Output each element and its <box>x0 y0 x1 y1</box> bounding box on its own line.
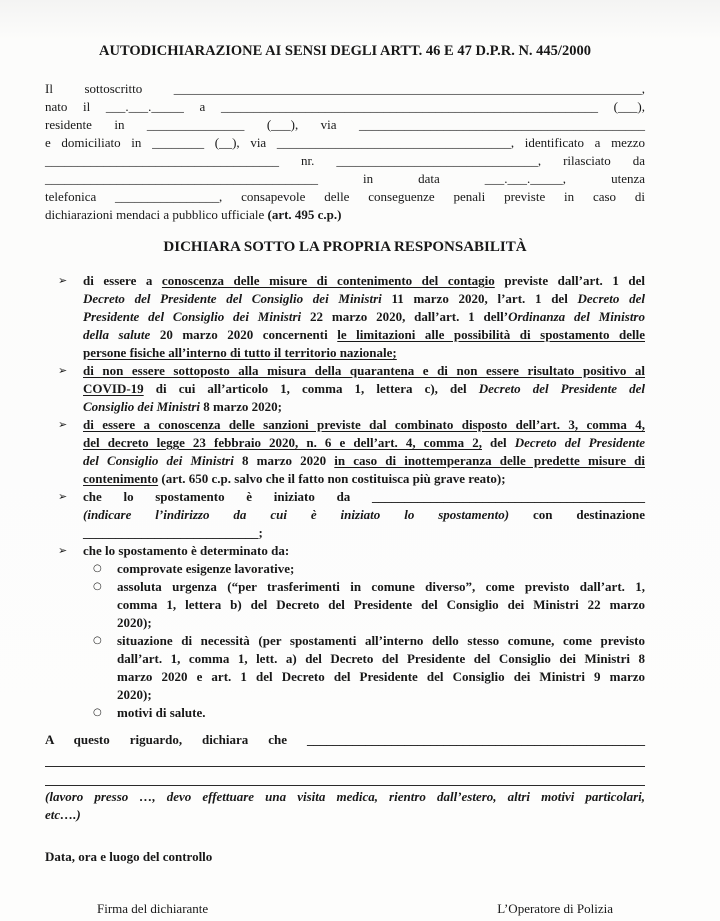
declaration-item-text <box>83 362 645 416</box>
examples-note-paragraph <box>45 788 645 824</box>
text-line: motivi di salute. <box>117 705 206 720</box>
circle-bullet-icon: ○ <box>93 581 102 592</box>
declaration-item-text <box>83 542 645 560</box>
declaration-item-journey-start <box>45 488 645 542</box>
text-line: ____________________________________ nr. _______________________________, rilasciato da <box>45 153 645 168</box>
declaration-heading: DICHIARA SOTTO LA PROPRIA RESPONSABILITÀ <box>163 239 527 255</box>
arrow-bullet-icon: ➢ <box>58 274 68 287</box>
text-line: residente in _______________ (___), via ____________________________________________ <box>45 117 645 132</box>
text-line: A questo riguardo, dichiara che ____________________________________________________ <box>45 732 645 747</box>
text-line: 2020); <box>117 687 152 702</box>
signature-police-label: L’Operatore di Polizia <box>497 901 613 916</box>
text-line: persone fisiche all’interno di tutto il territorio nazionale; <box>83 345 397 360</box>
text-line: telefonica ________________, consapevole delle conseguenze penali previste in caso di <box>45 189 645 204</box>
text-line: di non essere sottoposto alla misura della quarantena e di non essere risultato positivo al <box>83 363 645 378</box>
text-line: del decreto legge 23 febbraio 2020, n. 6 e dell’art. 4, comma 2, del Decreto del Presidente <box>83 435 645 450</box>
text-line: dall’art. 1, comma 1, lett. a) del Decreto del Presidente del Consiglio dei Ministri 8 <box>117 651 645 666</box>
declaration-item-journey-reason <box>45 542 645 722</box>
arrow-bullet-icon: ➢ <box>58 418 68 431</box>
signature-declarant-label: Firma del dichiarante <box>97 901 209 916</box>
circle-bullet-icon: ○ <box>93 563 102 574</box>
fill-blank-line <box>45 749 645 767</box>
text-line: contenimento (art. 650 c.p. salvo che il fatto non costituisca più grave reato); <box>83 471 506 486</box>
declaration-item-text <box>83 488 645 542</box>
reason-item-urgency <box>83 578 645 632</box>
reason-item-necessity <box>83 632 645 704</box>
text-line: che lo spostamento è determinato da: <box>83 543 290 558</box>
declaration-item-text <box>83 416 645 488</box>
reason-item-text <box>117 578 645 632</box>
reason-item-text <box>117 704 645 722</box>
reason-options-list <box>83 560 645 722</box>
text-line: che lo spostamento è iniziato da __________________________________________ <box>83 489 645 504</box>
arrow-bullet-icon: ➢ <box>58 544 68 557</box>
declaration-item-sanctions <box>45 416 645 488</box>
text-line: ___________________________; <box>83 525 263 540</box>
text-line: COVID-19 di cui all’articolo 1, comma 1, lettera c), del Decreto del Presidente del <box>83 381 645 396</box>
text-line: 2020); <box>117 615 152 630</box>
text-line: marzo 2020 e art. 1 del Decreto del Presidente del Consiglio dei Ministri 9 marzo <box>117 669 645 684</box>
text-line: (indicare l’indirizzo da cui è iniziato lo spostamento) con destinazione <box>83 507 645 522</box>
declaration-item-text <box>83 272 645 362</box>
text-line: assoluta urgenza (“per trasferimenti in comune diverso”, come previsto dall’art. 1, <box>117 579 645 594</box>
reason-item-text <box>117 632 645 704</box>
text-line: etc….) <box>45 807 81 822</box>
reason-item-text <box>117 560 645 578</box>
text-line: __________________________________________ in data ___.___._____, utenza <box>45 171 645 186</box>
signature-row <box>45 900 645 917</box>
text-line: di essere a conoscenza delle misure di contenimento del contagio previste dall’art. 1 del <box>83 273 645 288</box>
text-line: della salute 20 marzo 2020 concernenti le limitazioni alle possibilità di spostamento delle <box>83 327 645 342</box>
circle-bullet-icon: ○ <box>93 707 102 718</box>
document-title: AUTODICHIARAZIONE AI SENSI DEGLI ARTT. 46 E 47 D.P.R. N. 445/2000 <box>99 43 591 59</box>
text-line: dichiarazioni mendaci a pubblico ufficiale (art. 495 c.p.) <box>45 207 342 222</box>
fill-blank-line <box>45 768 645 786</box>
text-line: nato il ___.___._____ a __________________________________________________________ (___), <box>45 99 645 114</box>
declaration-list <box>45 272 645 722</box>
declarant-details-paragraph <box>45 80 645 224</box>
circle-bullet-icon: ○ <box>93 635 102 646</box>
reason-item-health <box>83 704 645 722</box>
declaration-item-containment-measures <box>45 272 645 362</box>
control-date-place-label: Data, ora e luogo del controllo <box>45 849 213 864</box>
reason-item-work <box>83 560 645 578</box>
text-line: di essere a conoscenza delle sanzioni previste dal combinato disposto dell’art. 3, comma 4, <box>83 417 645 432</box>
arrow-bullet-icon: ➢ <box>58 364 68 377</box>
arrow-bullet-icon: ➢ <box>58 490 68 503</box>
declaration-item-quarantine <box>45 362 645 416</box>
text-line: Presidente del Consiglio dei Ministri 22 marzo 2020, dall’art. 1 dell’Ordinanza del Ministro <box>83 309 645 324</box>
text-line: e domiciliato in ________ (__), via ____________________________________, identificato a mezzo <box>45 135 645 150</box>
additional-declaration-paragraph <box>45 731 645 786</box>
text-line: comprovate esigenze lavorative; <box>117 561 295 576</box>
text-line: Il sottoscritto ________________________________________________________________________, <box>45 81 645 96</box>
text-line: Consiglio dei Ministri 8 marzo 2020; <box>83 399 282 414</box>
text-line: Decreto del Presidente del Consiglio dei Ministri 11 marzo 2020, l’art. 1 del Decreto del <box>83 291 645 306</box>
text-line: situazione di necessità (per spostamenti all’interno dello stesso comune, come previsto <box>117 633 645 648</box>
text-line: (lavoro presso …, devo effettuare una visita medica, rientro dall’estero, altri motivi particolari, <box>45 789 645 804</box>
declaration-item-body <box>83 542 645 722</box>
text-line: del Consiglio dei Ministri 8 marzo 2020 in caso di inottemperanza delle predette misure di <box>83 453 645 468</box>
text-line: comma 1, lettera b) del Decreto del Presidente del Consiglio dei Ministri 22 marzo <box>117 597 645 612</box>
